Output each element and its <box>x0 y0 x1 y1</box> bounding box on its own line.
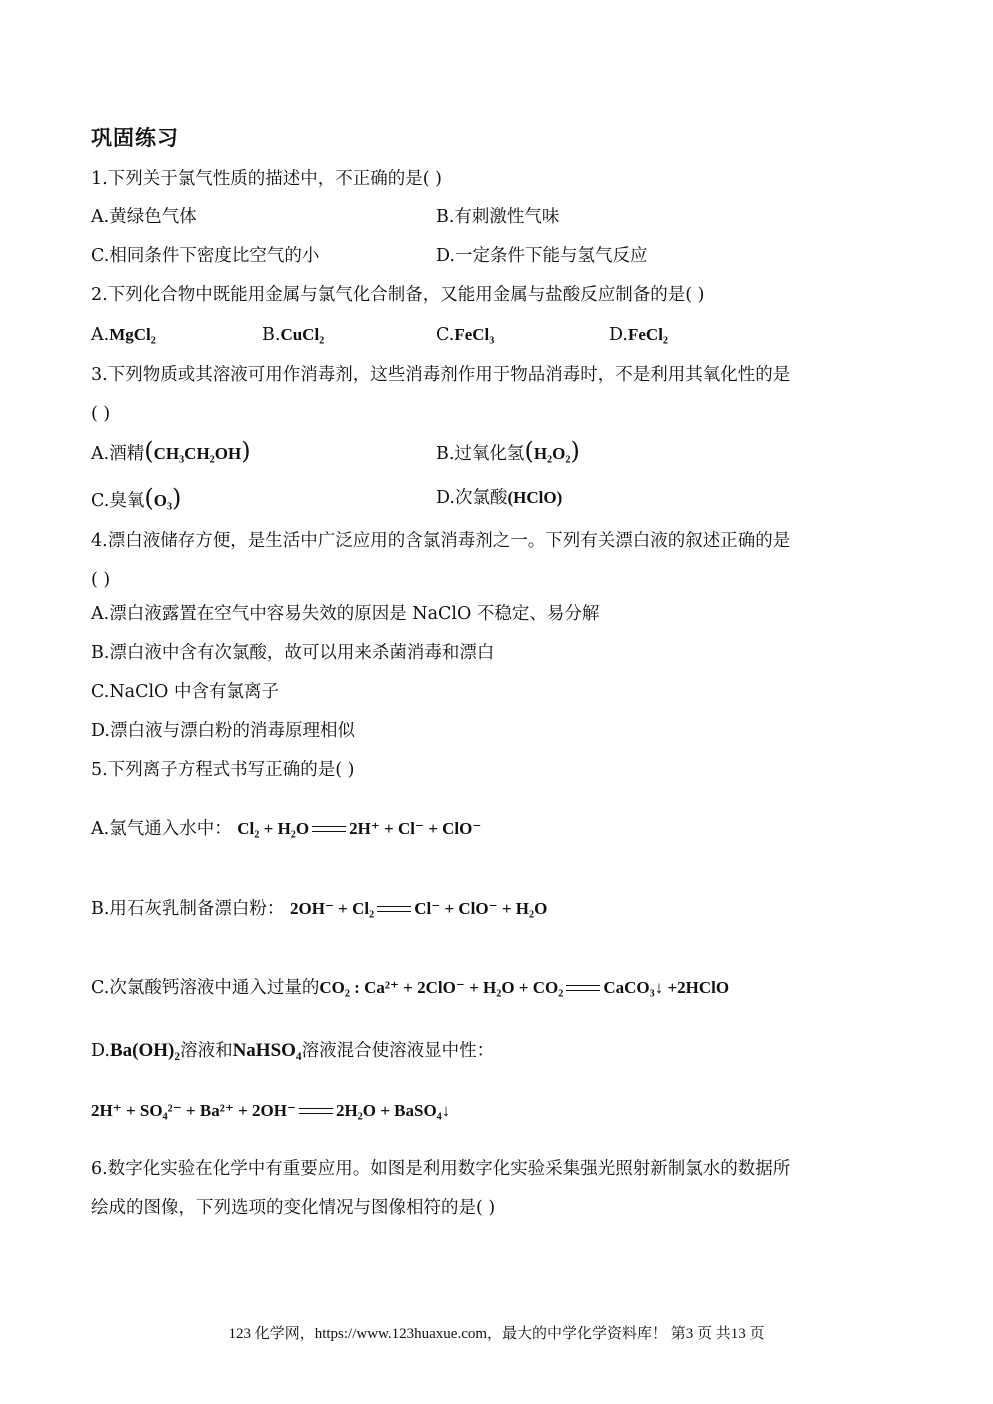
question-5-option-b <box>91 897 547 921</box>
question-4-option-c: C.NaClO 中含有氯离子 <box>91 682 279 702</box>
equation-rhs: 2H₂O + BaSO₄↓ <box>335 1101 451 1120</box>
formula: O₃ <box>153 491 173 510</box>
question-1-option-d: D.一定条件下能与氢气反应 <box>436 246 648 266</box>
question-6-stem: 6.数字化实验在化学中有重要应用。如图是利用数字化实验采集强光照射新制氯水的数据所 <box>91 1159 791 1179</box>
question-2-option-d <box>609 323 668 347</box>
question-4-stem-paren: ( ) <box>91 570 111 590</box>
formula: CH₃CH₂OH <box>153 444 242 463</box>
question-5-stem: 5.下列离子方程式书写正确的是( ) <box>91 760 355 780</box>
formula: NaHSO₄ <box>232 1040 302 1061</box>
option-text: 溶液和 <box>180 1041 233 1061</box>
equation-lhs: CO₂ : Ca²⁺ + 2ClO⁻ + H₂O + CO₂ <box>319 978 564 997</box>
question-6-stem-line2: 绘成的图像，下列选项的变化情况与图像相符的是( ) <box>91 1198 496 1218</box>
formula: CuCl₂ <box>280 325 325 344</box>
question-2-stem: 2.下列化合物中既能用金属与氯气化合制备，又能用金属与盐酸反应制备的是( ) <box>91 285 705 305</box>
question-4-option-a: A.漂白液露置在空气中容易失效的原因是 NaClO 不稳定、易分解 <box>91 604 600 624</box>
equation-rhs: CaCO₃↓ +2HClO <box>603 978 730 997</box>
option-text: 溶液混合使溶液显中性： <box>301 1041 495 1061</box>
equation-lhs: 2OH⁻ + Cl₂ <box>290 899 375 918</box>
question-3-stem-paren: ( ) <box>91 404 111 424</box>
formula: FeCl₃ <box>454 325 495 344</box>
formula: HClO <box>513 488 557 507</box>
equals-sign-icon <box>299 1107 333 1117</box>
question-1-option-a: A.黄绿色气体 <box>91 207 197 227</box>
option-label: D.次氯酸 <box>436 488 508 508</box>
equation-lhs: Cl₂ + H₂O <box>237 819 310 838</box>
option-label: D. <box>609 325 628 345</box>
question-5-option-d-equation <box>91 1099 450 1123</box>
question-2-option-b <box>262 323 324 347</box>
question-5-option-a <box>91 817 481 841</box>
formula: FeCl₂ <box>627 325 669 344</box>
question-1-option-b: B.有刺激性气味 <box>436 207 560 227</box>
formula-paren-close: ) <box>556 488 563 507</box>
paren-open-glyph: ( <box>144 484 154 512</box>
paren-close-glyph: ) <box>570 437 580 465</box>
question-4-option-d: D.漂白液与漂白粉的消毒原理相似 <box>91 721 355 741</box>
equals-sign-icon <box>377 905 411 915</box>
paren-open-glyph: ( <box>524 437 534 465</box>
question-5-option-c <box>91 976 729 1000</box>
formula: MgCl₂ <box>109 325 156 344</box>
option-label: C.次氯酸钙溶液中通入过量的 <box>91 978 320 998</box>
paren-close-glyph: ) <box>172 484 182 512</box>
page-footer: 123 化学网，https://www.123huaxue.com，最大的中学化学资料库！ 第3 页 共13 页 <box>228 1326 765 1342</box>
question-4-stem: 4.漂白液储存方便，是生活中广泛应用的含氯消毒剂之一。下列有关漂白液的叙述正确的是 <box>91 531 791 551</box>
option-label: A.酒精 <box>91 444 145 464</box>
option-label: C.臭氧 <box>91 491 145 511</box>
question-4-option-b: B.漂白液中含有次氯酸，故可以用来杀菌消毒和漂白 <box>91 643 495 663</box>
question-1-option-c: C.相同条件下密度比空气的小 <box>91 246 320 266</box>
question-3-option-b <box>436 439 580 466</box>
equation-lhs: 2H⁺ + SO₄²⁻ + Ba²⁺ + 2OH⁻ <box>91 1101 296 1120</box>
formula: Ba(OH)₂ <box>109 1040 181 1061</box>
equation-rhs: 2H⁺ + Cl⁻ + ClO⁻ <box>349 819 482 838</box>
paren-close-glyph: ) <box>241 437 251 465</box>
equals-sign-icon <box>312 825 346 835</box>
option-label: B.用石灰乳制备漂白粉： <box>91 899 285 919</box>
formula-paren-open: ( <box>507 488 514 507</box>
option-label: C. <box>436 325 455 345</box>
section-title: 巩固练习 <box>91 125 179 150</box>
question-3-option-a <box>91 439 251 466</box>
question-2-option-a <box>91 323 156 347</box>
question-3-option-d <box>436 486 562 510</box>
option-label: D. <box>91 1041 110 1061</box>
question-1-stem: 1.下列关于氯气性质的描述中，不正确的是( ) <box>91 169 442 189</box>
option-label: A. <box>91 325 110 345</box>
equation-rhs: Cl⁻ + ClO⁻ + H₂O <box>414 899 548 918</box>
option-label: B.过氧化氢 <box>436 444 525 464</box>
paren-open-glyph: ( <box>144 437 154 465</box>
option-label: B. <box>262 325 281 345</box>
question-5-option-d <box>91 1039 494 1063</box>
option-label: A.氯气通入水中： <box>91 819 232 839</box>
formula: H₂O₂ <box>533 444 571 463</box>
equals-sign-icon <box>566 984 600 994</box>
question-2-option-c <box>436 323 494 347</box>
question-3-option-c <box>91 486 181 513</box>
question-3-stem: 3.下列物质或其溶液可用作消毒剂，这些消毒剂作用于物品消毒时，不是利用其氧化性的是 <box>91 365 791 385</box>
